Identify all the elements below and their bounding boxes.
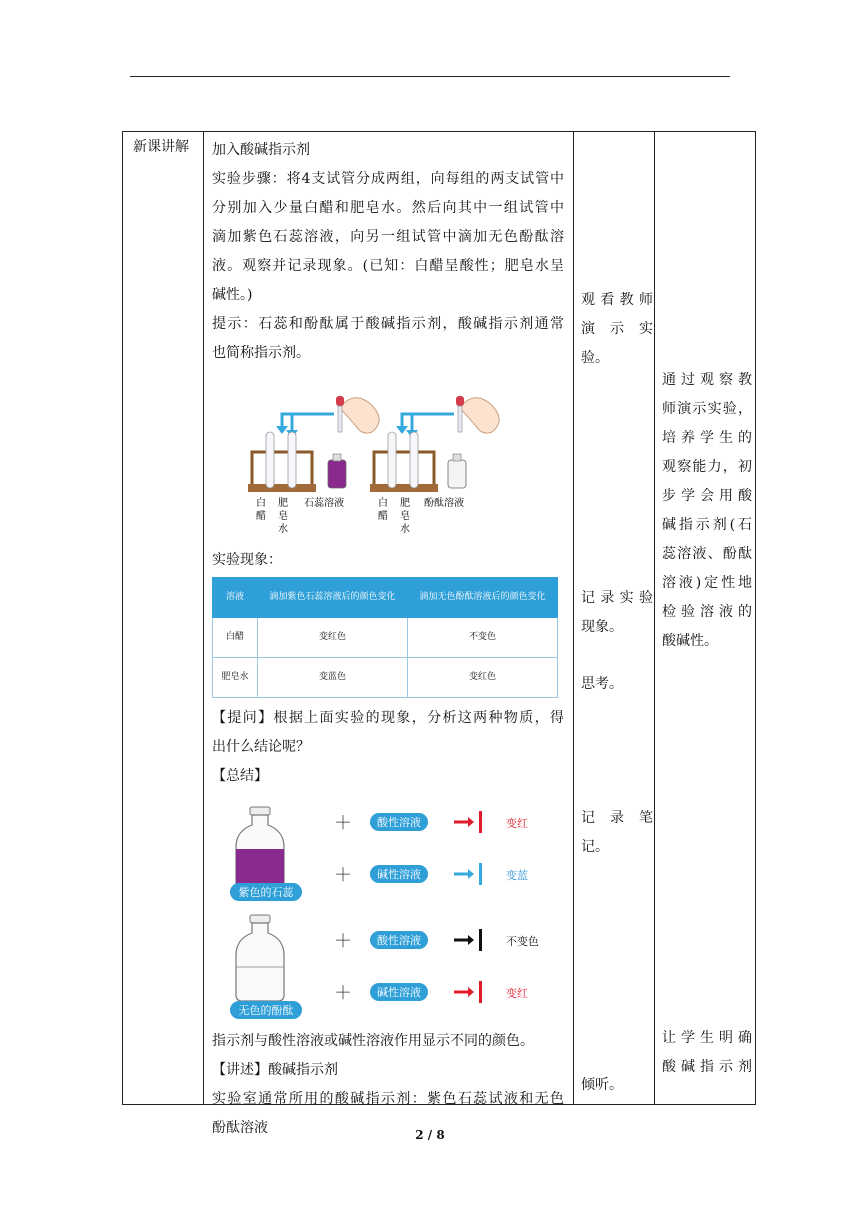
- test-tube-icon: [388, 432, 396, 488]
- conclusion: 指示剂与酸性溶液或碱性溶液作用显示不同的颜色。: [212, 1033, 534, 1049]
- phenol-label: 无色的酚酞: [238, 1004, 294, 1017]
- table-cell: 不变色: [408, 618, 558, 658]
- table-cell: 变红色: [258, 618, 408, 658]
- figure-label: 水: [278, 524, 288, 535]
- lecture-label: 【讲述】酸碱指示剂: [212, 1062, 338, 1078]
- plus-icon: ＋: [334, 865, 352, 886]
- steps-line: 滴加紫色石蕊溶液，向另一组试管中滴加无色酚酞溶: [212, 229, 564, 245]
- student-activity-c: [581, 670, 653, 699]
- summary-figure: [212, 797, 564, 1023]
- dropper-icon: [338, 406, 342, 432]
- rack-icon: [252, 452, 312, 486]
- student-line: 思考。: [581, 676, 623, 692]
- header-rule: [130, 76, 730, 77]
- intent-line: 酸碱指示剂: [662, 1059, 752, 1075]
- litmus-bottle-icon: [236, 807, 284, 893]
- row-label: 新课讲解: [133, 139, 189, 155]
- lecture-line: 酚酞溶液: [212, 1120, 268, 1136]
- intent-line: 步学会用酸: [662, 488, 752, 504]
- student-activity-e: [581, 1071, 653, 1100]
- column-divider: [203, 132, 204, 1104]
- rack-icon: [374, 452, 434, 486]
- dropper-bulb-icon: [456, 396, 464, 406]
- figure-label: 酚酞溶液: [424, 498, 464, 509]
- intent-line: 酸碱性。: [662, 633, 718, 649]
- plus-icon: ＋: [334, 813, 352, 834]
- question-line: 【提问】根据上面实验的现象，分析这两种物质，得: [212, 710, 564, 726]
- intent-line: 溶液)定性地: [662, 575, 752, 591]
- question-line: 出什么结论呢？: [212, 739, 310, 755]
- intent-line: 培养学生的: [662, 430, 752, 446]
- table-cell: 白醋: [213, 618, 258, 658]
- student-line: 记。: [581, 839, 609, 855]
- litmus-bottle-icon: [328, 460, 346, 488]
- figure-label: 皂: [400, 511, 410, 522]
- hand-icon: [340, 398, 379, 433]
- intent-line: 检验溶液的: [662, 604, 752, 620]
- intent-line: 观察能力，初: [662, 459, 752, 475]
- solution-label: 酸性溶液: [377, 934, 421, 947]
- result-bar-icon: [479, 811, 482, 833]
- steps-line: 分别加入少量白醋和肥皂水。然后向其中一组试管中: [212, 200, 564, 216]
- page-number: 2 / 8: [415, 1128, 445, 1142]
- result-label: 变蓝: [506, 869, 528, 882]
- result-bar-icon: [479, 929, 482, 951]
- student-line: 观看教师: [581, 292, 653, 308]
- column-divider: [573, 132, 574, 1104]
- table-cell: 变红色: [408, 658, 558, 698]
- dropper-icon: [458, 406, 462, 432]
- rack-base-icon: [370, 484, 438, 492]
- summary-label: 【总结】: [212, 768, 268, 784]
- phenol-bottle-icon: [448, 460, 466, 488]
- intent-line: 碱指示剂(石: [662, 517, 752, 533]
- table-cell: 变蓝色: [258, 658, 408, 698]
- table-header: 溶液: [213, 578, 258, 618]
- phenol-bottle-icon: [236, 915, 284, 1001]
- result-label: 变红: [506, 987, 528, 1000]
- arrow-icon: [292, 414, 322, 432]
- hint-line: 也简称指示剂。: [212, 345, 310, 361]
- student-activity-d: [581, 804, 653, 862]
- figure-label: 肥: [400, 498, 410, 509]
- student-line: 现象。: [581, 619, 623, 635]
- solution-label: 酸性溶液: [377, 816, 421, 829]
- table-cell: 肥皂水: [213, 658, 258, 698]
- intent-line: 蕊溶液、酚酞: [662, 546, 752, 562]
- plus-icon: ＋: [334, 931, 352, 952]
- experiment-figure: [212, 374, 564, 542]
- test-tube-icon: [266, 432, 274, 488]
- test-tube-icon: [410, 432, 418, 488]
- solution-label: 碱性溶液: [377, 986, 421, 999]
- observation-table: [212, 577, 558, 698]
- result-label: 变红: [506, 817, 528, 830]
- figure-label: 醋: [256, 511, 266, 522]
- steps-line: 液。观察并记录现象。(已知：白醋呈酸性；肥皂水呈: [212, 258, 564, 274]
- intent-line: 通过观察教: [662, 372, 752, 388]
- litmus-setup: [248, 396, 379, 535]
- rack-base-icon: [248, 484, 316, 492]
- table-row: [213, 658, 558, 698]
- section-heading: 加入酸碱指示剂: [212, 142, 310, 158]
- result-bar-icon: [479, 863, 482, 885]
- test-tube-icon: [288, 432, 296, 488]
- plus-icon: ＋: [334, 983, 352, 1004]
- table-row: [213, 618, 558, 658]
- table-header: 滴加无色酚酞溶液后的颜色变化: [408, 578, 558, 618]
- table-header: 滴加紫色石蕊溶液后的颜色变化: [258, 578, 408, 618]
- student-line: 倾听。: [581, 1077, 623, 1093]
- arrow-icon: [402, 414, 454, 428]
- student-activity-b: [581, 584, 653, 642]
- teaching-content: [212, 136, 564, 1143]
- hint-line: 提示：石蕊和酚酞属于酸碱指示剂，酸碱指示剂通常: [212, 316, 564, 332]
- lecture-line: 实验室通常所用的酸碱指示剂：紫色石蕊试液和无色: [212, 1091, 564, 1107]
- student-line: 记录实验: [581, 590, 653, 606]
- student-line: 演示实: [581, 321, 653, 337]
- litmus-label: 紫色的石蕊: [238, 886, 294, 899]
- intent-line: 让学生明确: [662, 1030, 752, 1046]
- figure-label: 醋: [378, 511, 388, 522]
- table-header-row: [213, 578, 558, 618]
- result-bar-icon: [479, 981, 482, 1003]
- phenomenon-label: 实验现象：: [212, 552, 282, 568]
- figure-label: 白: [256, 498, 266, 509]
- steps-line: 碱性。): [212, 287, 253, 303]
- dropper-bulb-icon: [336, 396, 344, 406]
- design-intent-b: [662, 1024, 752, 1082]
- column-divider: [654, 132, 655, 1104]
- student-line: 记录笔: [581, 810, 653, 826]
- figure-label: 白: [378, 498, 388, 509]
- figure-label: 水: [400, 524, 410, 535]
- intent-line: 师演示实验，: [662, 401, 752, 417]
- student-activity-a: [581, 286, 653, 373]
- hand-icon: [460, 398, 499, 433]
- figure-label: 皂: [278, 511, 288, 522]
- phenolphthalein-setup: [370, 396, 499, 535]
- figure-label: 肥: [278, 498, 288, 509]
- figure-label: 石蕊溶液: [304, 498, 344, 509]
- design-intent-a: [662, 366, 752, 656]
- steps-line: 实验步骤：将4支试管分成两组，向每组的两支试管中: [212, 171, 564, 187]
- student-line: 验。: [581, 350, 609, 366]
- result-label: 不变色: [506, 935, 539, 948]
- solution-label: 碱性溶液: [377, 868, 421, 881]
